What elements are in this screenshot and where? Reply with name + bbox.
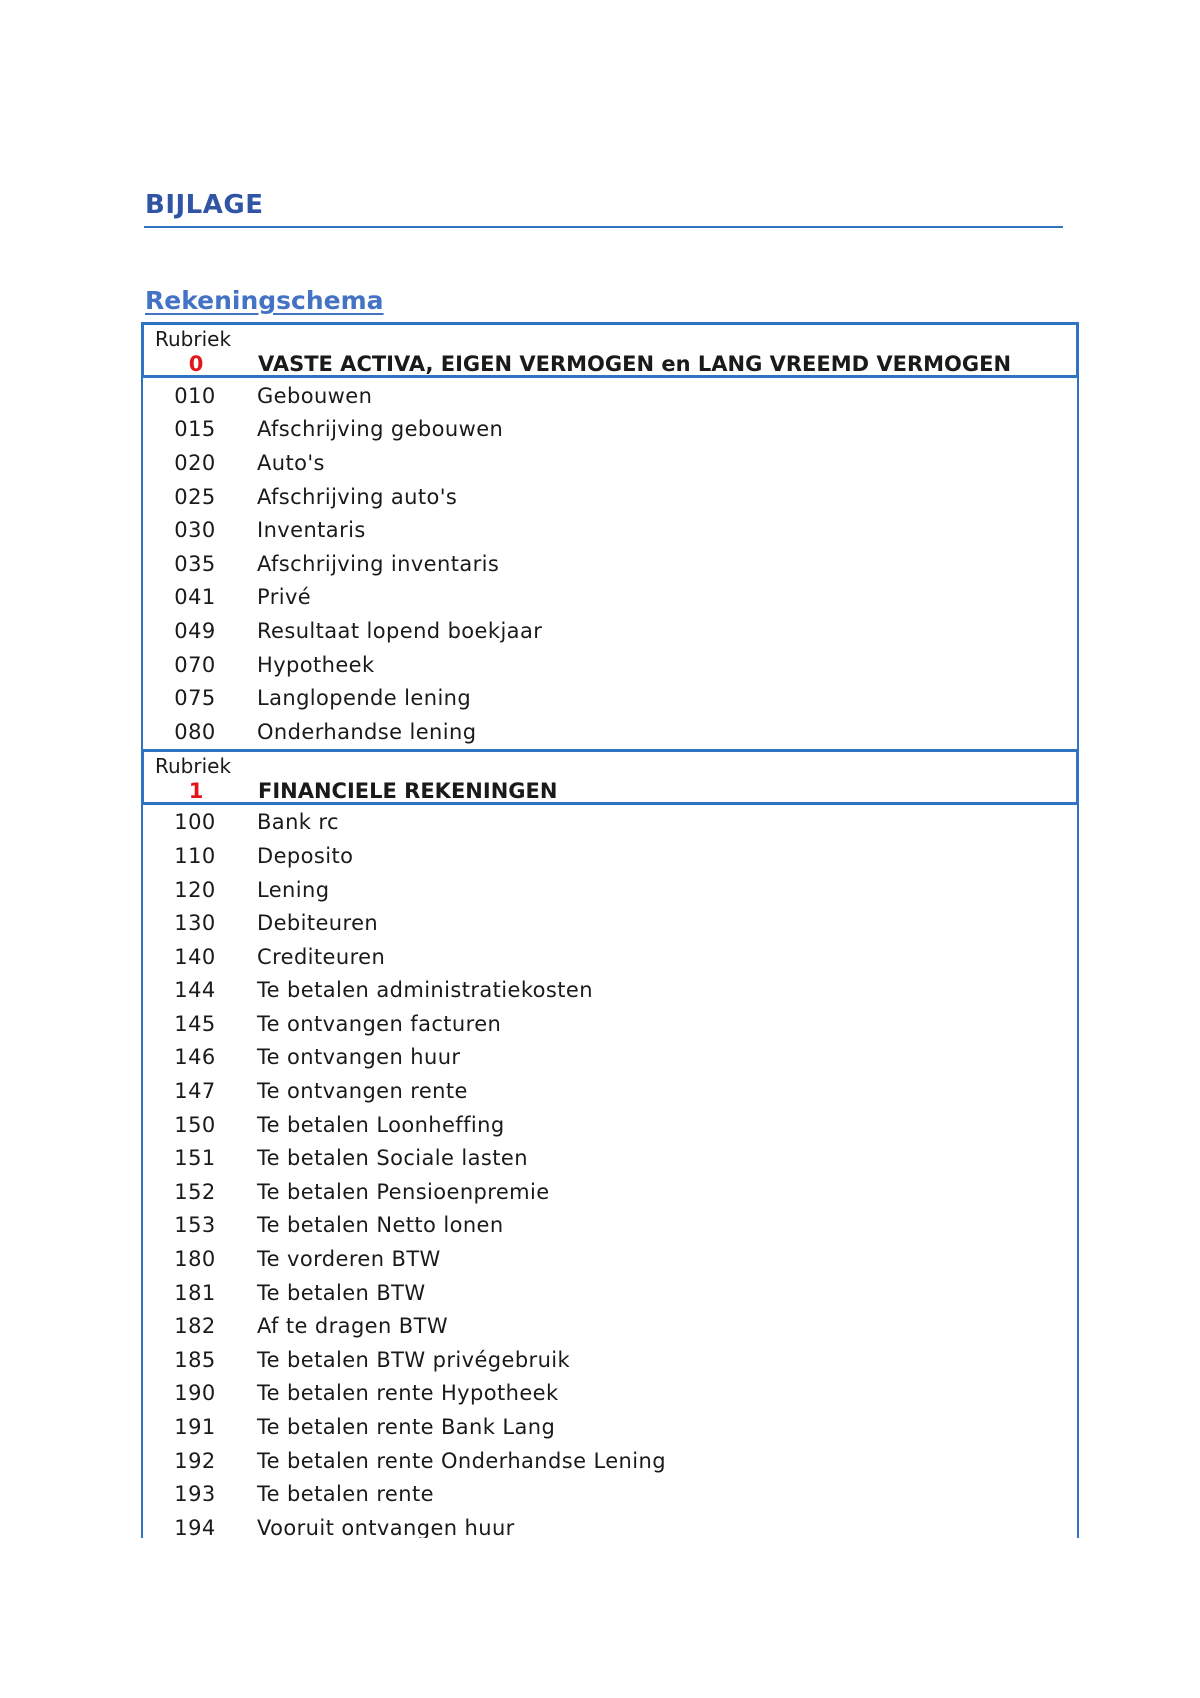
account-row [143, 681, 1077, 715]
account-name: Te betalen Sociale lasten [257, 1146, 528, 1171]
section-heading: Rekeningschema [145, 286, 384, 315]
account-list [143, 378, 1077, 749]
account-row [143, 940, 1077, 974]
account-code: 075 [174, 686, 216, 711]
account-code: 191 [174, 1415, 216, 1440]
account-name: Debiteuren [257, 911, 379, 936]
account-code: 194 [174, 1515, 216, 1538]
account-name: Te betalen administratiekosten [257, 978, 593, 1003]
account-code: 193 [174, 1482, 216, 1507]
account-row [143, 446, 1077, 480]
rubriek-title: VASTE ACTIVA, EIGEN VERMOGEN en LANG VREEMD VERMOGEN [258, 352, 1012, 376]
account-name: Onderhandse lening [257, 719, 477, 744]
account-code: 080 [174, 719, 216, 744]
account-code: 185 [174, 1347, 216, 1372]
account-name: Te betalen BTW privégebruik [257, 1347, 571, 1372]
account-row [143, 1343, 1077, 1377]
account-row [143, 1276, 1077, 1310]
account-row [143, 1175, 1077, 1209]
account-code: 100 [174, 810, 216, 835]
account-name: Auto's [257, 450, 325, 475]
account-name: Af te dragen BTW [257, 1314, 448, 1339]
account-name: Crediteuren [257, 944, 386, 969]
account-row [143, 413, 1077, 447]
account-code: 035 [174, 551, 216, 576]
account-row [143, 1041, 1077, 1075]
account-row [143, 480, 1077, 514]
account-code: 015 [174, 417, 216, 442]
title-divider [144, 226, 1063, 228]
account-row [143, 839, 1077, 873]
account-name: Lening [257, 877, 330, 902]
account-code: 010 [174, 383, 216, 408]
account-row [143, 1511, 1077, 1538]
account-name: Bank rc [257, 810, 339, 835]
account-row [143, 1108, 1077, 1142]
rubriek-header [141, 322, 1079, 378]
account-code: 020 [174, 450, 216, 475]
account-code: 070 [174, 652, 216, 677]
account-code: 192 [174, 1448, 216, 1473]
account-row [143, 1477, 1077, 1511]
account-code: 182 [174, 1314, 216, 1339]
account-code: 025 [174, 484, 216, 509]
account-name: Te betalen rente Onderhandse Lening [257, 1448, 666, 1473]
account-code: 140 [174, 944, 216, 969]
account-code: 180 [174, 1247, 216, 1272]
rubriek-label: Rubriek [155, 327, 232, 351]
account-name: Te ontvangen facturen [257, 1011, 502, 1036]
rubriek-number: 1 [188, 778, 204, 803]
account-code: 030 [174, 518, 216, 543]
account-row [143, 648, 1077, 682]
account-row [143, 1410, 1077, 1444]
account-code: 190 [174, 1381, 216, 1406]
account-row [143, 1074, 1077, 1108]
account-name: Te betalen Pensioenpremie [257, 1179, 550, 1204]
account-row [143, 873, 1077, 907]
account-row [143, 513, 1077, 547]
account-name: Deposito [257, 843, 354, 868]
account-name: Te ontvangen rente [257, 1079, 468, 1104]
account-name: Inventaris [257, 518, 366, 543]
account-list [143, 805, 1077, 1538]
account-row [143, 379, 1077, 413]
account-name: Te betalen BTW [257, 1280, 426, 1305]
account-code: 151 [174, 1146, 216, 1171]
account-name: Afschrijving auto's [257, 484, 458, 509]
page-title: BIJLAGE [145, 190, 264, 220]
account-name: Te betalen rente Hypotheek [257, 1381, 559, 1406]
account-code: 144 [174, 978, 216, 1003]
account-code: 152 [174, 1179, 216, 1204]
account-name: Te betalen rente [257, 1482, 434, 1507]
account-code: 153 [174, 1213, 216, 1238]
account-name: Privé [257, 585, 312, 610]
account-code: 146 [174, 1045, 216, 1070]
account-schema-table [141, 322, 1079, 1538]
rubriek-header [141, 749, 1079, 805]
account-row [143, 1309, 1077, 1343]
account-name: Te betalen rente Bank Lang [257, 1415, 556, 1440]
account-name: Afschrijving inventaris [257, 551, 500, 576]
account-row [143, 614, 1077, 648]
account-name: Te betalen Loonheffing [257, 1112, 505, 1137]
rubriek-label: Rubriek [155, 753, 232, 778]
account-name: Vooruit ontvangen huur [257, 1515, 515, 1538]
account-code: 110 [174, 843, 216, 868]
account-code: 145 [174, 1011, 216, 1036]
account-row [143, 547, 1077, 581]
account-name: Afschrijving gebouwen [257, 417, 504, 442]
account-name: Te betalen Netto lonen [257, 1213, 504, 1238]
account-code: 150 [174, 1112, 216, 1137]
account-code: 147 [174, 1079, 216, 1104]
account-name: Te ontvangen huur [257, 1045, 461, 1070]
account-row [143, 974, 1077, 1008]
account-code: 130 [174, 911, 216, 936]
rubriek-title: FINANCIELE REKENINGEN [258, 778, 558, 803]
account-code: 041 [174, 585, 216, 610]
account-name: Hypotheek [257, 652, 375, 677]
account-code: 181 [174, 1280, 216, 1305]
account-row [143, 715, 1077, 749]
account-row [143, 806, 1077, 840]
account-row [143, 1377, 1077, 1411]
account-name: Te vorderen BTW [257, 1247, 441, 1272]
account-name: Langlopende lening [257, 686, 472, 711]
account-name: Resultaat lopend boekjaar [257, 618, 543, 643]
account-row [143, 1209, 1077, 1243]
account-row [143, 1444, 1077, 1478]
account-code: 120 [174, 877, 216, 902]
account-row [143, 1007, 1077, 1041]
account-row [143, 1141, 1077, 1175]
account-code: 049 [174, 618, 216, 643]
account-row [143, 581, 1077, 615]
account-name: Gebouwen [257, 383, 373, 408]
account-row [143, 906, 1077, 940]
account-row [143, 1242, 1077, 1276]
rubriek-number: 0 [188, 352, 204, 376]
